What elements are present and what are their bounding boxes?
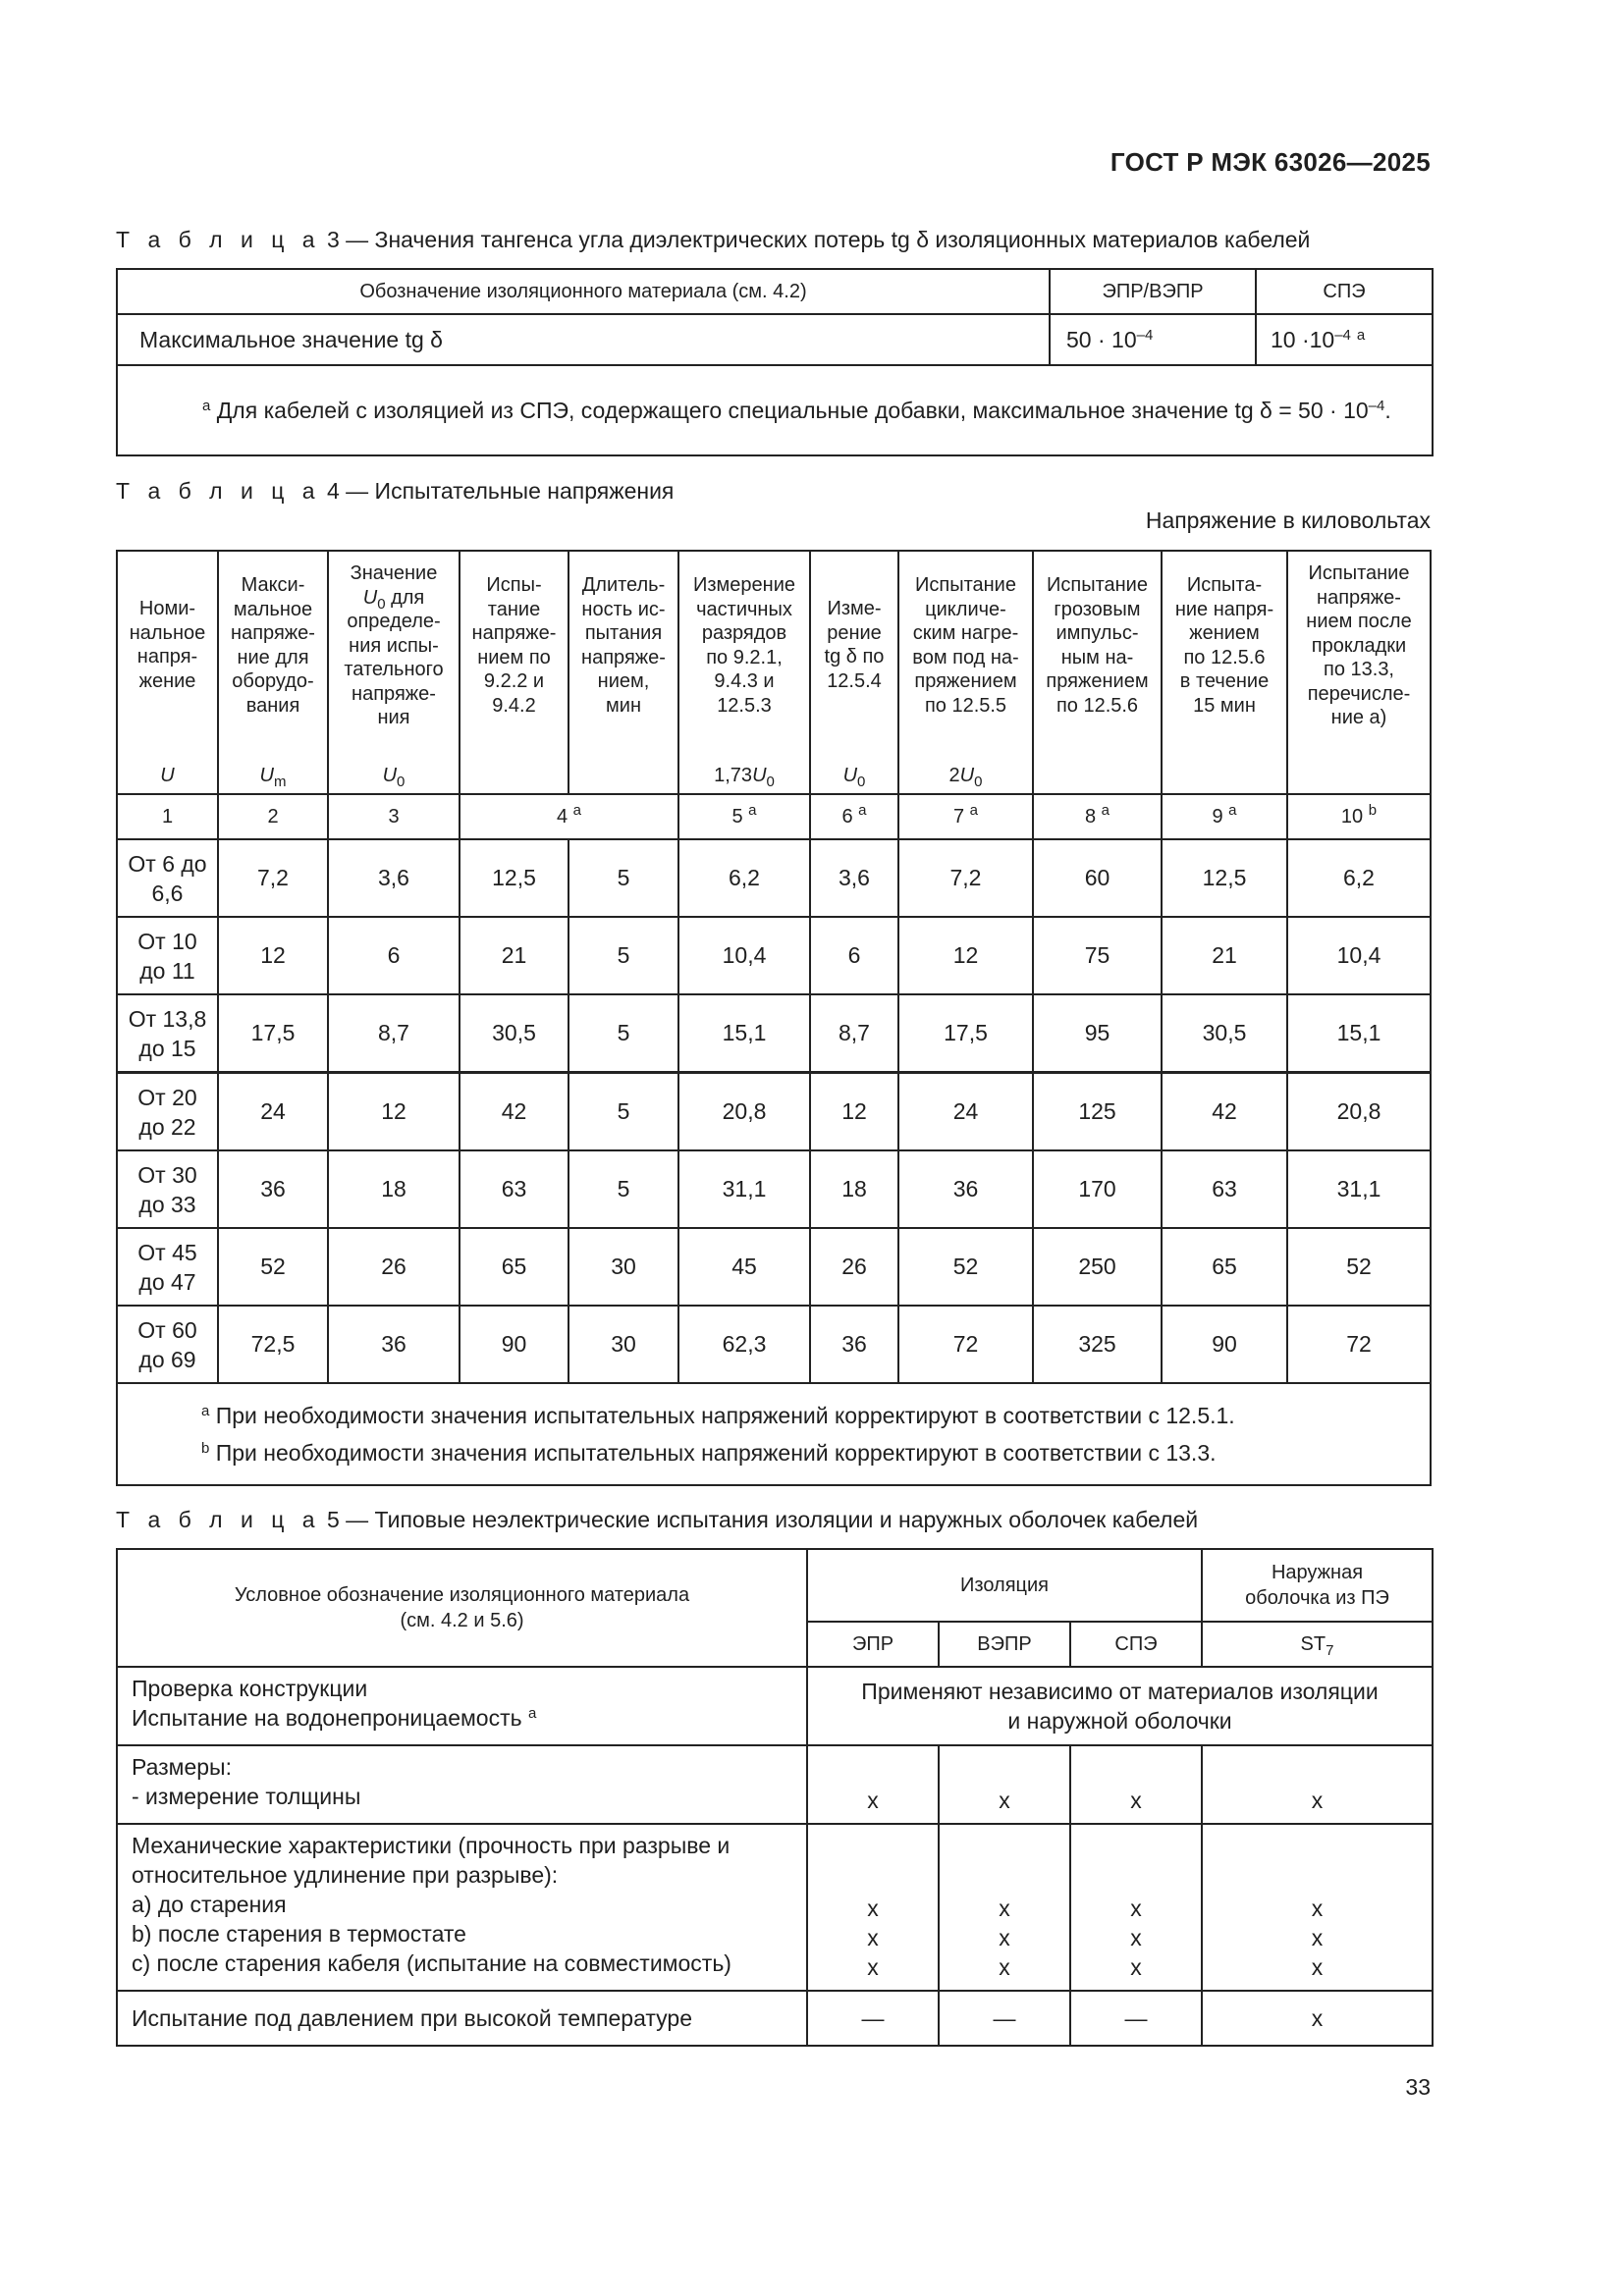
table4-symbol-u0-b (811, 764, 897, 788)
table4-symbol-um-sub: m (273, 773, 287, 790)
table4-value-cell: 30,5 (460, 994, 568, 1073)
table4-value-cell: 30,5 (1162, 994, 1287, 1073)
table4-value-cell: 17,5 (218, 994, 328, 1073)
table4-value-cell: 7,2 (218, 839, 328, 917)
table5-header-insulation: Изоляция (807, 1549, 1202, 1622)
table4-value-cell: 31,1 (678, 1150, 810, 1228)
table5-row-construction-label-1: Проверка конструкции (132, 1676, 368, 1701)
table4-symbol-2u0 (899, 764, 1032, 788)
table3-footnote-text: Для кабелей с изоляцией из СПЭ, содержащего специальные добавки, максимальное значение tg δ = 50 · 10 (210, 398, 1369, 423)
table5-row-construction-value: Применяют независимо от материалов изоляции и наружной оболочки (807, 1667, 1433, 1745)
table3-caption (116, 227, 1310, 253)
table5-header-st-text: ST (1300, 1632, 1326, 1655)
table4-symbol-u-letter: U (160, 764, 175, 786)
table4-col-number-6-text: 6 (841, 805, 859, 828)
table5-row-dimensions-epr: x (807, 1745, 939, 1824)
table5-row-watertight-label (132, 1703, 792, 1733)
table5-row-dimensions-spe: x (1070, 1745, 1202, 1824)
table4-body (117, 839, 1431, 1383)
table4-header-impulse-text: Испытание грозовым импульс- ным на- пряжением по 12.5.6 (1046, 574, 1149, 717)
table4-header-max-text: Макси- мальное напряже- ние для оборудо- вания (231, 574, 315, 717)
table4-col-number-7 (898, 794, 1033, 839)
table-row (117, 1228, 1431, 1306)
table4-value-cell: 36 (218, 1150, 328, 1228)
table5-caption (116, 1507, 1198, 1533)
table4-col-number-1-text: 1 (161, 805, 174, 828)
table4-value-cell: 3,6 (328, 839, 460, 917)
table3-footnote-exponent: –4 (1368, 398, 1385, 414)
table5-row-mechanical-spe: x x x (1070, 1824, 1202, 1991)
table4-value-cell: 15,1 (1287, 994, 1431, 1073)
table5-header-material: Условное обозначение изоляционного материала (см. 4.2 и 5.6) (117, 1549, 807, 1667)
table4-nominal-voltage-cell: От 10 до 11 (117, 917, 218, 994)
table3-epr-cell (1050, 314, 1256, 365)
table4-value-cell: 42 (460, 1073, 568, 1151)
table4-col-number-6 (810, 794, 898, 839)
table4-value-cell: 250 (1033, 1228, 1162, 1306)
table5-row-watertight-text: Испытание на водонепроницаемость (132, 1705, 529, 1731)
table4-col-number-9 (1162, 794, 1287, 839)
table5-row-pressure-vepr: — (939, 1991, 1070, 2046)
table5-header-vepr: ВЭПР (939, 1622, 1070, 1667)
table4-value-cell: 45 (678, 1228, 810, 1306)
table4-value-cell: 65 (1162, 1228, 1287, 1306)
table4-header-tgd (810, 551, 898, 794)
table4-value-cell: 52 (898, 1228, 1033, 1306)
table4-value-cell: 170 (1033, 1150, 1162, 1228)
table4 (116, 550, 1432, 1486)
table4-number-row (117, 794, 1431, 839)
table4-value-cell: 10,4 (1287, 917, 1431, 994)
table-row (117, 1150, 1431, 1228)
table4-col-number-10-mark: b (1368, 801, 1378, 819)
table4-value-cell: 6 (810, 917, 898, 994)
table4-value-cell: 72,5 (218, 1306, 328, 1383)
table4-symbol-173u0-pre: 1,73 (714, 764, 753, 786)
table4-header-duration (568, 551, 678, 794)
table3-header-row (117, 269, 1433, 314)
table4-footnote-b-mark: b (201, 1440, 210, 1457)
table4-caption (116, 478, 674, 505)
table4-value-cell: 30 (568, 1228, 678, 1306)
table4-value-cell: 12,5 (1162, 839, 1287, 917)
table4-symbol-u0-letter: U (382, 764, 398, 786)
table4-header-row (117, 551, 1431, 794)
table5-header-epr: ЭПР (807, 1622, 939, 1667)
table4-col-number-7-text: 7 (952, 805, 970, 828)
table4-symbol-2u0-letter: U (959, 764, 975, 786)
table4-footnote-b-text: При необходимости значения испытательных напряжений корректируют в соответствии с 13.3. (209, 1440, 1217, 1466)
table4-symbol-u0 (329, 764, 459, 788)
table5-row-mechanical-label: Механические характеристики (прочность при разрыве и относительное удлинение при разрыве): a) до старения b) после старения в термостате c) после старения кабеля (испытание на совместимость) (117, 1824, 807, 1991)
table5-row-construction (117, 1667, 1433, 1745)
table4-value-cell: 12 (898, 917, 1033, 994)
table4-footnote-b (201, 1434, 1430, 1471)
table4-symbol-173u0-letter: U (752, 764, 767, 786)
table4-header-test-voltage (460, 551, 568, 794)
table4-header-u0-post: для определе- ния испы- тательного напряже- ния (344, 586, 444, 728)
table4-header-u0-sym: U (362, 586, 378, 609)
table4-col-number-2-text: 2 (267, 805, 279, 828)
table4-col-number-9-text: 9 (1212, 805, 1229, 828)
table4-symbol-2u0-pre: 2 (948, 764, 960, 786)
table4-value-cell: 90 (460, 1306, 568, 1383)
table4-footnotes (117, 1383, 1431, 1485)
table4-col-number-4-mark: a (572, 801, 582, 819)
table4-header-nominal-text: Номи- нальное напря- жение (129, 598, 206, 692)
table4-value-cell: 12 (810, 1073, 898, 1151)
table4-symbol-173u0-sub: 0 (766, 773, 775, 790)
table4-value-cell: 24 (218, 1073, 328, 1151)
document-id: ГОСТ Р МЭК 63026—2025 (1110, 147, 1431, 177)
table3-header-spe: СПЭ (1256, 269, 1433, 314)
table4-col-number-7-mark: a (969, 801, 979, 819)
page-number: 33 (1405, 2074, 1431, 2100)
table4-value-cell: 75 (1033, 917, 1162, 994)
table4-symbol-u0-sub: 0 (397, 773, 406, 790)
table4-value-cell: 36 (328, 1306, 460, 1383)
table4-header-duration-text: Длитель- ность ис- пытания напряже- нием, мин (581, 574, 666, 717)
table3-footnote-mark: a (202, 398, 211, 414)
table5-row-pressure-st: x (1202, 1991, 1433, 2046)
table5-row-pressure-epr: — (807, 1991, 939, 2046)
table4-nominal-voltage-cell: От 60 до 69 (117, 1306, 218, 1383)
table4-header-partial-discharge-text: Измерение частичных разрядов по 9.2.1, 9.4.3 и 12.5.3 (692, 574, 795, 717)
table4-col-number-5-mark: a (748, 801, 757, 819)
table-row (117, 917, 1431, 994)
table5-row-dimensions (117, 1745, 1433, 1824)
table5-row-mechanical-st: x x x (1202, 1824, 1433, 1991)
table-row (117, 994, 1431, 1073)
table3-data-row (117, 314, 1433, 365)
table4-header-partial-discharge (678, 551, 810, 794)
table4-value-cell: 65 (460, 1228, 568, 1306)
table4-footnote-a-mark: a (201, 1403, 210, 1419)
table4-value-cell: 42 (1162, 1073, 1287, 1151)
table4-value-cell: 60 (1033, 839, 1162, 917)
table4-col-number-10-text: 10 (1340, 805, 1369, 828)
table4-header-cyclic (898, 551, 1033, 794)
table4-value-cell: 125 (1033, 1073, 1162, 1151)
table3 (116, 268, 1434, 456)
table4-header-15min-text: Испыта- ние напря- жением по 12.5.6 в течение 15 мин (1174, 574, 1274, 717)
table4-value-cell: 63 (460, 1150, 568, 1228)
table4-value-cell: 21 (1162, 917, 1287, 994)
table-row (117, 1306, 1431, 1383)
table4-value-cell: 72 (898, 1306, 1033, 1383)
table4-header-u0-text (329, 561, 459, 730)
table4-value-cell: 18 (328, 1150, 460, 1228)
table3-epr-exponent: –4 (1136, 326, 1154, 344)
table5-row-dimensions-st: x (1202, 1745, 1433, 1824)
table4-col-number-4-text: 4 (556, 805, 573, 828)
table4-value-cell: 31,1 (1287, 1150, 1431, 1228)
table4-symbol-2u0-sub: 0 (974, 773, 983, 790)
table4-nominal-voltage-cell: От 6 до 6,6 (117, 839, 218, 917)
table5-header-st (1202, 1622, 1433, 1667)
table4-footnote-a (201, 1397, 1430, 1434)
table4-value-cell: 5 (568, 917, 678, 994)
table4-value-cell: 21 (460, 917, 568, 994)
table4-value-cell: 90 (1162, 1306, 1287, 1383)
table4-value-cell: 95 (1033, 994, 1162, 1073)
table3-header-material: Обозначение изоляционного материала (см. 4.2) (117, 269, 1050, 314)
table5-row-watertight-mark: a (528, 1705, 537, 1722)
table4-col-number-2 (218, 794, 328, 839)
table4-value-cell: 5 (568, 1073, 678, 1151)
table4-value-cell: 5 (568, 994, 678, 1073)
table4-value-cell: 325 (1033, 1306, 1162, 1383)
table5-row-dimensions-vepr: x (939, 1745, 1070, 1824)
table4-header-tgd-text: Изме- рение tg δ по 12.5.4 (824, 598, 885, 692)
table4-value-cell: 15,1 (678, 994, 810, 1073)
table3-row-label: Максимальное значение tg δ (117, 314, 1050, 365)
table4-value-cell: 8,7 (328, 994, 460, 1073)
table3-label: Т а б л и ц а (116, 227, 321, 252)
table4-header-test-voltage-text: Испы- тание напряже- нием по 9.2.2 и 9.4.2 (471, 574, 557, 717)
table4-value-cell: 12 (218, 917, 328, 994)
table4-col-number-8-mark: a (1101, 801, 1110, 819)
table4-value-cell: 17,5 (898, 994, 1033, 1073)
table4-symbol-u0-b-letter: U (842, 764, 858, 786)
table4-header-u0 (328, 551, 460, 794)
table5-row-mechanical-epr: x x x (807, 1824, 939, 1991)
table5-row-mechanical (117, 1824, 1433, 1991)
table4-col-number-3-text: 3 (388, 805, 400, 828)
table3-footnote-end: . (1384, 398, 1391, 423)
table3-spe-exponent: –4 (1334, 326, 1351, 344)
table4-value-cell: 5 (568, 1150, 678, 1228)
table3-spe-footnote-mark: a (1356, 326, 1366, 344)
table4-value-cell: 12 (328, 1073, 460, 1151)
table4-value-cell: 52 (218, 1228, 328, 1306)
table4-value-cell: 8,7 (810, 994, 898, 1073)
table4-col-number-5 (678, 794, 810, 839)
table4-value-cell: 63 (1162, 1150, 1287, 1228)
table4-value-cell: 10,4 (678, 917, 810, 994)
table4-value-cell: 62,3 (678, 1306, 810, 1383)
table4-value-cell: 20,8 (678, 1073, 810, 1151)
table4-nominal-voltage-cell: От 20 до 22 (117, 1073, 218, 1151)
table5-header-spe: СПЭ (1070, 1622, 1202, 1667)
table4-footnote-a-text: При необходимости значения испытательных напряжений корректируют в соответствии с 12.5.1. (209, 1403, 1235, 1428)
table-row (117, 839, 1431, 917)
table4-col-number-3 (328, 794, 460, 839)
table4-nominal-voltage-cell: От 13,8 до 15 (117, 994, 218, 1073)
table4-col-number-5-text: 5 (731, 805, 749, 828)
table4-header-u0-sub: 0 (377, 595, 386, 613)
table4-value-cell: 3,6 (810, 839, 898, 917)
table4-value-cell: 6,2 (678, 839, 810, 917)
table4-header-impulse (1033, 551, 1162, 794)
table4-header-nominal (117, 551, 218, 794)
table5-row-pressure (117, 1991, 1433, 2046)
table5-header-st-index: 7 (1326, 1641, 1334, 1659)
table5-header-row-1 (117, 1549, 1433, 1622)
table4-symbol-u0-b-sub: 0 (857, 773, 866, 790)
table-row (117, 1073, 1431, 1151)
table4-header-max (218, 551, 328, 794)
table3-spe-cell (1256, 314, 1433, 365)
table3-header-epr: ЭПР/ВЭПР (1050, 269, 1256, 314)
table3-epr-value: 50 · 10 (1066, 326, 1137, 352)
table4-col-number-8 (1033, 794, 1162, 839)
table5 (116, 1548, 1434, 2047)
table4-nominal-voltage-cell: От 30 до 33 (117, 1150, 218, 1228)
table4-value-cell: 36 (810, 1306, 898, 1383)
table4-header-after-install-text: Испытание напряже- нием после прокладки по 13.3, перечисле- ние а) (1306, 562, 1412, 728)
table4-symbol-173u0 (679, 764, 809, 788)
table4-footnote-row (117, 1383, 1431, 1485)
table4-value-cell: 6 (328, 917, 460, 994)
table4-col-number-1 (117, 794, 218, 839)
table4-value-cell: 7,2 (898, 839, 1033, 917)
table4-value-cell: 72 (1287, 1306, 1431, 1383)
table4-value-cell: 26 (328, 1228, 460, 1306)
table4-col-number-9-mark: a (1228, 801, 1237, 819)
table4-header-u0-pre: Значение (350, 562, 438, 584)
table4-value-cell: 18 (810, 1150, 898, 1228)
table5-row-pressure-label: Испытание под давлением при высокой температуре (117, 1991, 807, 2046)
table4-value-cell: 52 (1287, 1228, 1431, 1306)
table4-value-cell: 36 (898, 1150, 1033, 1228)
table4-header-cyclic-text: Испытание цикличе- ским нагре- вом под на- пряжением по 12.5.5 (912, 574, 1019, 717)
table4-value-cell: 5 (568, 839, 678, 917)
table4-nominal-voltage-cell: От 45 до 47 (117, 1228, 218, 1306)
table4-symbol-um-letter: U (259, 764, 274, 786)
table5-row-dimensions-label: Размеры: - измерение толщины (117, 1745, 807, 1824)
table4-col-number-8-text: 8 (1084, 805, 1102, 828)
table4-col-number-6-mark: a (858, 801, 867, 819)
table3-footnote-row (117, 365, 1433, 455)
table4-symbol-um (219, 764, 327, 788)
table5-title: 5 — Типовые неэлектрические испытания изоляции и наружных оболочек кабелей (326, 1507, 1199, 1532)
table3-footnote (117, 365, 1433, 455)
table4-value-cell: 20,8 (1287, 1073, 1431, 1151)
table3-spe-value: 10 ·10 (1271, 326, 1335, 352)
table4-title: 4 — Испытательные напряжения (326, 478, 675, 504)
table4-value-cell: 30 (568, 1306, 678, 1383)
table4-header-15min (1162, 551, 1287, 794)
table4-col-number-4 (460, 794, 678, 839)
table5-row-construction-label (117, 1667, 807, 1745)
table4-value-cell: 26 (810, 1228, 898, 1306)
table5-row-pressure-spe: — (1070, 1991, 1202, 2046)
table4-col-number-10 (1287, 794, 1431, 839)
table5-row-mechanical-vepr: x x x (939, 1824, 1070, 1991)
table4-value-cell: 6,2 (1287, 839, 1431, 917)
table5-label: Т а б л и ц а (116, 1507, 321, 1532)
table3-title: 3 — Значения тангенса угла диэлектрических потерь tg δ изоляционных материалов кабелей (326, 227, 1311, 252)
table5-header-sheath: Наружная оболочка из ПЭ (1202, 1549, 1433, 1622)
table4-value-cell: 12,5 (460, 839, 568, 917)
table4-header-after-install (1287, 551, 1431, 794)
table4-value-cell: 24 (898, 1073, 1033, 1151)
table4-symbol-u (118, 764, 217, 788)
table4-label: Т а б л и ц а (116, 478, 321, 504)
table4-units: Напряжение в киловольтах (1145, 507, 1431, 533)
